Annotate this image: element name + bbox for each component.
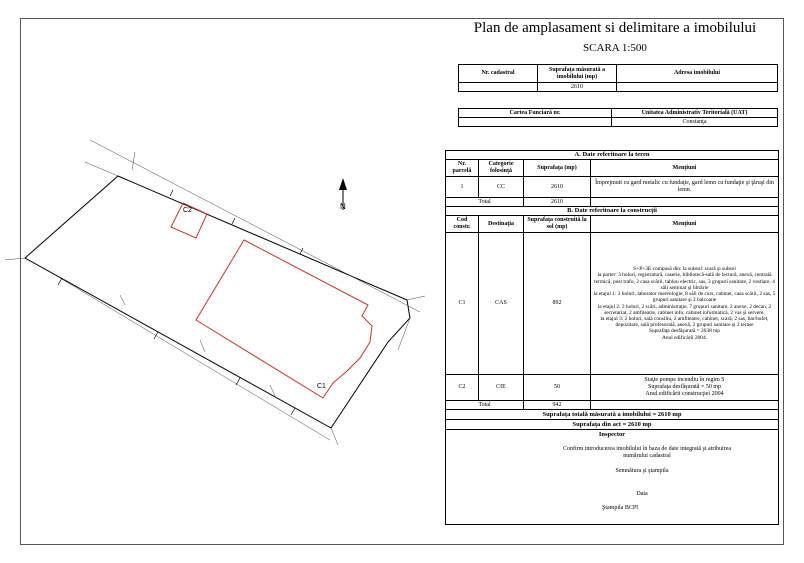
land-book-value (459, 118, 612, 127)
parcel-notes: Împrejmuit cu gard metalic cu fundaţie, gard lemn cu fundaţie şi ţăruşi din lemn. (591, 177, 779, 198)
building-c1-label: C1 (317, 383, 326, 390)
parcel-area: 2610 (524, 177, 591, 198)
c2-area: 50 (524, 375, 591, 401)
parcel-boundary (25, 176, 410, 428)
inspector-box (446, 430, 779, 525)
section-a-total-label: Total (446, 198, 524, 207)
document-scale: SCARA 1:500 (583, 42, 647, 54)
section-b-total: 942 (524, 401, 591, 410)
parcel-category: CC (479, 177, 524, 198)
col-land-category: Categorie folosinţă (479, 160, 524, 177)
inspector-confirmation: Confirm introducerea imobilului în baza de date integrată şi atribuirea numărului cadastral (562, 446, 732, 460)
col-land-book: Cartea Funciară nr. (459, 109, 612, 118)
c2-code: C2 (446, 375, 479, 401)
col-address: Adresa imobilului (617, 65, 778, 83)
measured-area-value: 2610 (538, 83, 617, 92)
building-c1-outline (196, 240, 372, 398)
survey-line (398, 318, 410, 350)
cadastral-number-value (459, 83, 538, 92)
col-cadastral-number: Nr. cadastral (459, 65, 538, 83)
total-measured-area: Suprafaţa totală măsurată a imobilului = 2610 mp (446, 410, 779, 420)
section-b-total-label: Total (446, 401, 524, 410)
col-measured-area: Suprafaţa măsurată a imobilului (mp) (538, 65, 617, 83)
section-b-title: B. Date referitoare la construcţii (446, 207, 779, 216)
c1-code: C1 (446, 233, 479, 375)
c1-area: 892 (524, 233, 591, 375)
cadastral-table (458, 64, 778, 92)
col-built-area: Suprafaţa construită la sol (mp) (524, 216, 591, 233)
survey-line (85, 162, 118, 176)
survey-line (132, 152, 135, 170)
north-label: N (340, 202, 346, 211)
area-from-deed: Suprafaţa din act = 2610 mp (446, 420, 779, 430)
c2-notes: Staţie pompe incendiu în regim S Suprafaţa desfăşurată = 50 mp Anul edificării construcţiei 2004 (591, 375, 779, 401)
col-destination: Destinaţia (479, 216, 524, 233)
survey-line (407, 296, 425, 300)
building-c2-label: C2 (183, 207, 192, 214)
land-book-table (458, 108, 778, 127)
col-parcel-area: Suprafaţa (mp) (524, 160, 591, 177)
date-label: Data (636, 491, 648, 498)
main-data-table (445, 150, 779, 525)
col-parcel-notes: Menţiuni (591, 160, 779, 177)
document-title: Plan de amplasament si delimitare a imobilului (473, 20, 757, 36)
col-construction-code: Cod constr. (446, 216, 479, 233)
c1-notes: S+P+3E compusă din: la subsol: scară şi subsol la parter: 3 holuri, registratură, caserie, bibliotecă-sală de lectură, anexă, centrală termică, post trafo, 2 casa scării, tablou electric, sas, 3 grupuri sanitare, 2 vestiare, 4 săli seminar şi librărie la etajul 1: 3 holuri, laborator mereologie, 8 săli de curs, cabinet, casa scării, 2 sas, 5 grupuri sanitare şi 2 balcoane la etajul 2: 3 holuri, 2 scări, administraţie, 7 grupuri sanitare, 2 anexe, 2 decan, 2 secretariat, 2 amfiteatre, cabinet info, cabinet informatică, 2 vas şi servere, la etajul 3: 2 holuri, sală consiliu, 2 amfiteatre, cabinet, scară, 2 sas, bar/bufet, depozitare, sală profesorală, anexă, 2 grupuri sanitare şi 2 terase Suprafaţa desfăşurată = 2638 mp Anul edificării 2004. (591, 233, 779, 375)
c1-destination: CAS (479, 233, 524, 375)
col-construction-notes: Menţiuni (591, 216, 779, 233)
survey-line (200, 340, 205, 352)
survey-line (5, 258, 25, 260)
col-uat: Unitatea Administrativ Teritorială (UAT) (612, 109, 778, 118)
survey-line (120, 295, 125, 305)
inspector-title: Inspector (598, 431, 626, 438)
section-a-title: A. Date referitoare la teren (446, 151, 779, 160)
col-parcel-nr: Nr. parcelă (446, 160, 479, 177)
survey-line (331, 428, 338, 445)
boundary-marks (58, 190, 303, 415)
parcel-nr: 1 (446, 177, 479, 198)
address-value (617, 83, 778, 92)
section-a-total: 2610 (524, 198, 591, 207)
stamp-label: Ştampila BCPI (602, 505, 639, 512)
c2-destination: CIE (479, 375, 524, 401)
uat-value: Constanţa (612, 118, 778, 127)
survey-line (90, 140, 420, 312)
signature-label: Semnătura şi ştampila (615, 468, 669, 475)
survey-line (60, 278, 330, 440)
